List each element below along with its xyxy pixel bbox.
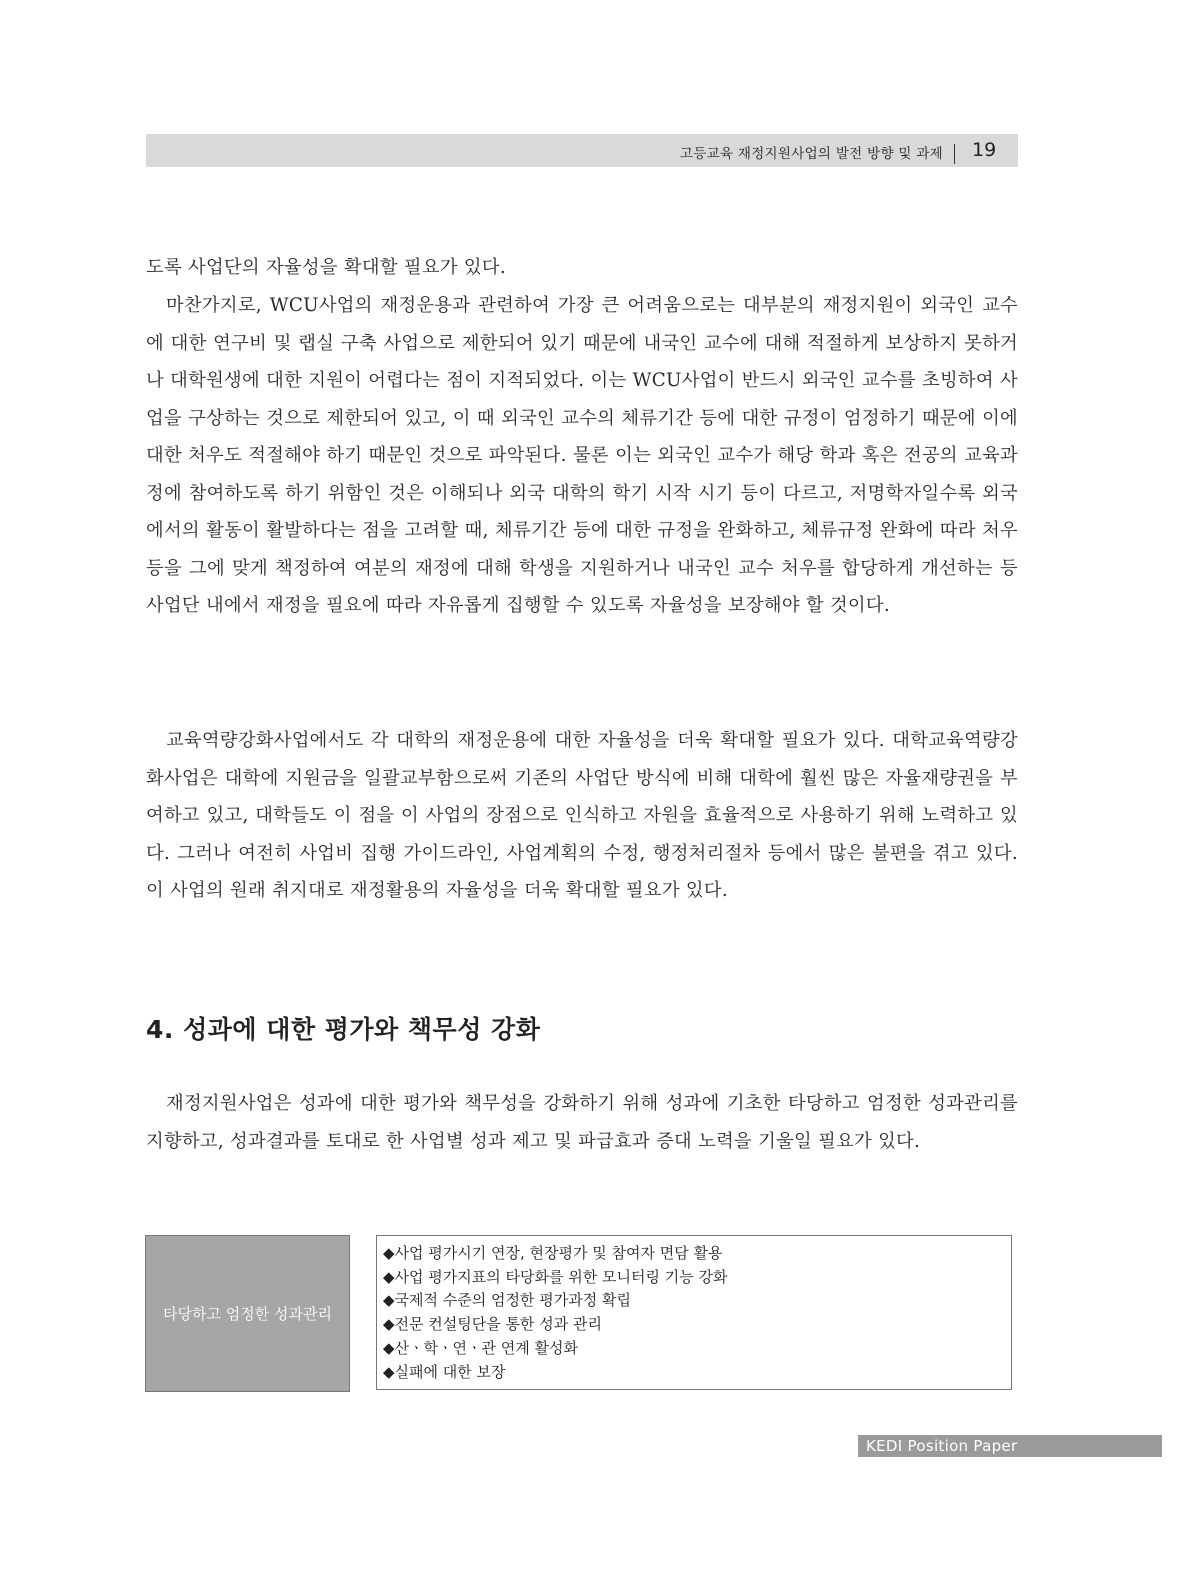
section-heading: 4. 성과에 대한 평가와 책무성 강화 bbox=[146, 1015, 541, 1044]
footer-bar bbox=[858, 1435, 1162, 1457]
list-item: ◆사업 평가지표의 타당화를 위한 모니터링 기능 강화 bbox=[383, 1267, 728, 1286]
summary-box-list bbox=[376, 1235, 1012, 1390]
page-number: 19 bbox=[972, 139, 997, 161]
summary-box-label bbox=[145, 1235, 350, 1392]
list-item: ◆전문 컨설팅단을 통한 성과 관리 bbox=[383, 1315, 602, 1334]
header-divider bbox=[954, 144, 955, 164]
footer-label: KEDI Position Paper bbox=[866, 1437, 1018, 1455]
list-item: ◆사업 평가시기 연장, 현장평가 및 참여자 면담 활용 bbox=[383, 1244, 723, 1262]
running-header-title: 고등교육 재정지원사업의 발전 방향 및 과제 bbox=[679, 146, 943, 162]
paragraph-education-capacity: 교육역량강화사업에서도 각 대학의 재정운용에 대한 자율성을 더욱 확대할 필요가 있다. 대학교육역량강화사업은 대학에 지원금을 일괄교부함으로써 기존의 사업단 방식에 비해 대학에 훨씬 많은 자율재량권을 부여하고 있고, 대학들도 이 점을 이 사업의 장점으로 인식하고 자원을 효율적으로 사용하기 위해 노력하고 있다. 그러나 여전히 사업비 집행 가이드라인, 사업계획의 수정, 행정처리절차 등에서 많은 불편을 겪고 있다. 이 사업의 원래 취지대로 재정활용의 자율성을 더욱 확대할 필요가 있다. bbox=[146, 730, 1018, 901]
list-item: ◆국제적 수준의 엄정한 평가과정 확립 bbox=[383, 1291, 631, 1310]
summary-box-label-text: 타당하고 엄정한 성과관리 bbox=[163, 1305, 332, 1323]
list-item: ◆실패에 대한 보장 bbox=[383, 1362, 506, 1381]
paragraph-continuation: 도록 사업단의 자율성을 확대할 필요가 있다. bbox=[146, 257, 506, 278]
paragraph-performance: 재정지원사업은 성과에 대한 평가와 책무성을 강화하기 위해 성과에 기초한 타당하고 엄정한 성과관리를 지향하고, 성과결과를 토대로 한 사업별 성과 제고 및 파급효과 증대 노력을 기울일 필요가 있다. bbox=[146, 1093, 1018, 1152]
paragraph-wcu: 마찬가지로, WCU사업의 재정운용과 관련하여 가장 큰 어려움으로는 대부분의 재정지원이 외국인 교수에 대한 연구비 및 랩실 구축 사업으로 제한되어 있기 때문에 내국인 교수에 대해 적절하게 보상하지 못하거나 대학원생에 대한 지원이 어렵다는 점이 지적되었다. 이는 WCU사업이 반드시 외국인 교수를 초빙하여 사업을 구상하는 것으로 제한되어 있고, 이 때 외국인 교수의 체류기간 등에 대한 규정이 엄정하기 때문에 이에 대한 처우도 적절해야 하기 때문인 것으로 파악된다. 물론 이는 외국인 교수가 해당 학과 혹은 전공의 교육과정에 참여하도록 하기 위함인 것은 이해되나 외국 대학의 학기 시작 시기 등이 다르고, 저명학자일수록 외국에서의 활동이 활발하다는 점을 고려할 때, 체류기간 등에 대한 규정을 완화하고, 체류규정 완화에 따라 처우 등을 그에 맞게 책정하여 여분의 재정에 대해 학생을 지원하거나 내국인 교수 처우를 합당하게 개선하는 등 사업단 내에서 재정을 필요에 따라 자유롭게 집행할 수 있도록 자율성을 보장해야 할 것이다. bbox=[146, 295, 1018, 616]
list-item: ◆산ㆍ학ㆍ연ㆍ관 연계 활성화 bbox=[383, 1338, 578, 1357]
running-header bbox=[146, 134, 1018, 167]
